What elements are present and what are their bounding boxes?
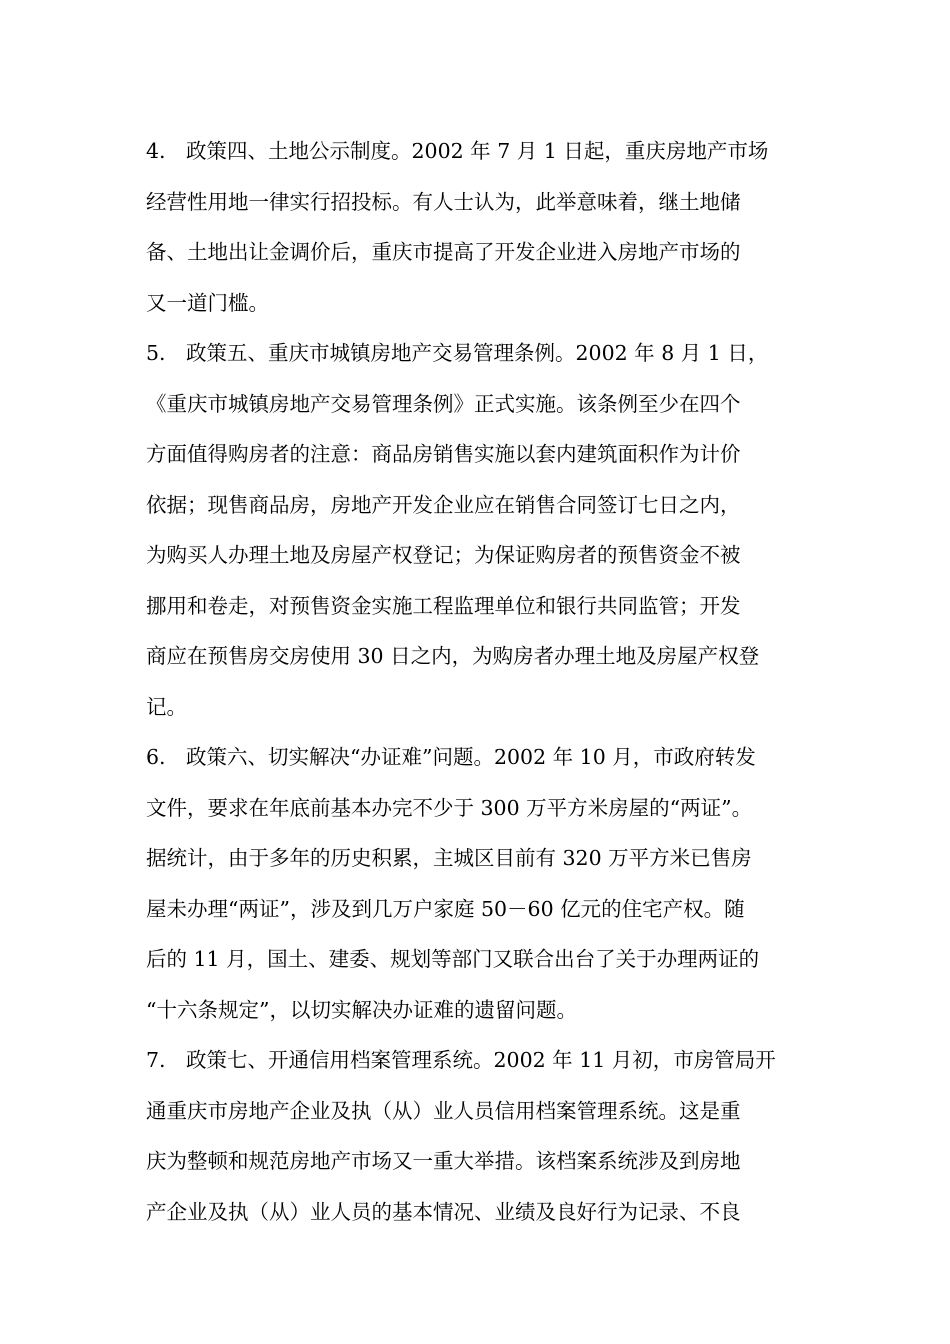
text-line: 4. 政策四、土地公示制度。2002 年 7 月 1 日起，重庆房地产市场 [146,126,826,177]
paragraph-policy-6 [146,732,826,1035]
text-line: “十六条规定”，以切实解决办证难的遗留问题。 [146,997,577,1022]
text-line: 产企业及执（从）业人员的基本情况、业绩及良好行为记录、不良 [146,1199,741,1224]
text-line: 7. 政策七、开通信用档案管理系统。2002 年 11 月初，市房管局开 [146,1035,826,1086]
text-line: 《重庆市城镇房地产交易管理条例》正式实施。该条例至少在四个 [146,391,741,416]
text-line: 后的 11 月，国土、建委、规划等部门又联合出台了关于办理两证的 [146,947,760,971]
paragraph-number: 5. [146,341,166,365]
text-line: 庆为整顿和规范房地产市场又一重大举措。该档案系统涉及到房地 [146,1149,741,1173]
text-line: 通重庆市房地产企业及执（从）业人员信用档案管理系统。这是重 [146,1098,741,1123]
text-line: 商应在预售房交房使用 30 日之内，为购房者办理土地及房屋产权登 [146,644,760,668]
paragraph-policy-7 [146,1035,826,1237]
text-line: 文件，要求在年底前基本办完不少于 300 万平方米房屋的“两证”。 [146,795,753,820]
text-line: 依据；现售商品房，房地产开发企业应在销售合同签订七日之内， [146,492,741,517]
text-line: 据统计，由于多年的历史积累，主城区目前有 320 万平方米已售房 [146,846,752,870]
text-line: 经营性用地一律实行招投标。有人士认为，此举意味着，继土地储 [146,189,741,214]
text-line: 5. 政策五、重庆市城镇房地产交易管理条例。2002 年 8 月 1 日， [146,328,826,379]
text-line: 备、土地出让金调价后，重庆市提高了开发企业进入房地产市场的 [146,240,741,264]
paragraph-number: 4. [146,139,166,163]
text-line: 又一道门槛。 [146,290,269,315]
text-line: 挪用和卷走，对预售资金实施工程监理单位和银行共同监管；开发 [146,593,741,618]
paragraph-number: 6. [146,745,166,769]
text-line: 6. 政策六、切实解决“办证难”问题。2002 年 10 月，市政府转发 [146,732,826,783]
paragraph-policy-5 [146,328,826,732]
text-line: 为购买人办理土地及房屋产权登记；为保证购房者的预售资金不被 [146,543,741,567]
paragraph-number: 7. [146,1048,166,1072]
text-line: 记。 [146,694,187,719]
paragraph-policy-4 [146,126,826,328]
text-line: 屋未办理“两证”，涉及到几万户家庭 50－60 亿元的住宅产权。随 [146,896,745,921]
document-body [146,126,826,1237]
text-line: 方面值得购房者的注意：商品房销售实施以套内建筑面积作为计价 [146,442,741,466]
